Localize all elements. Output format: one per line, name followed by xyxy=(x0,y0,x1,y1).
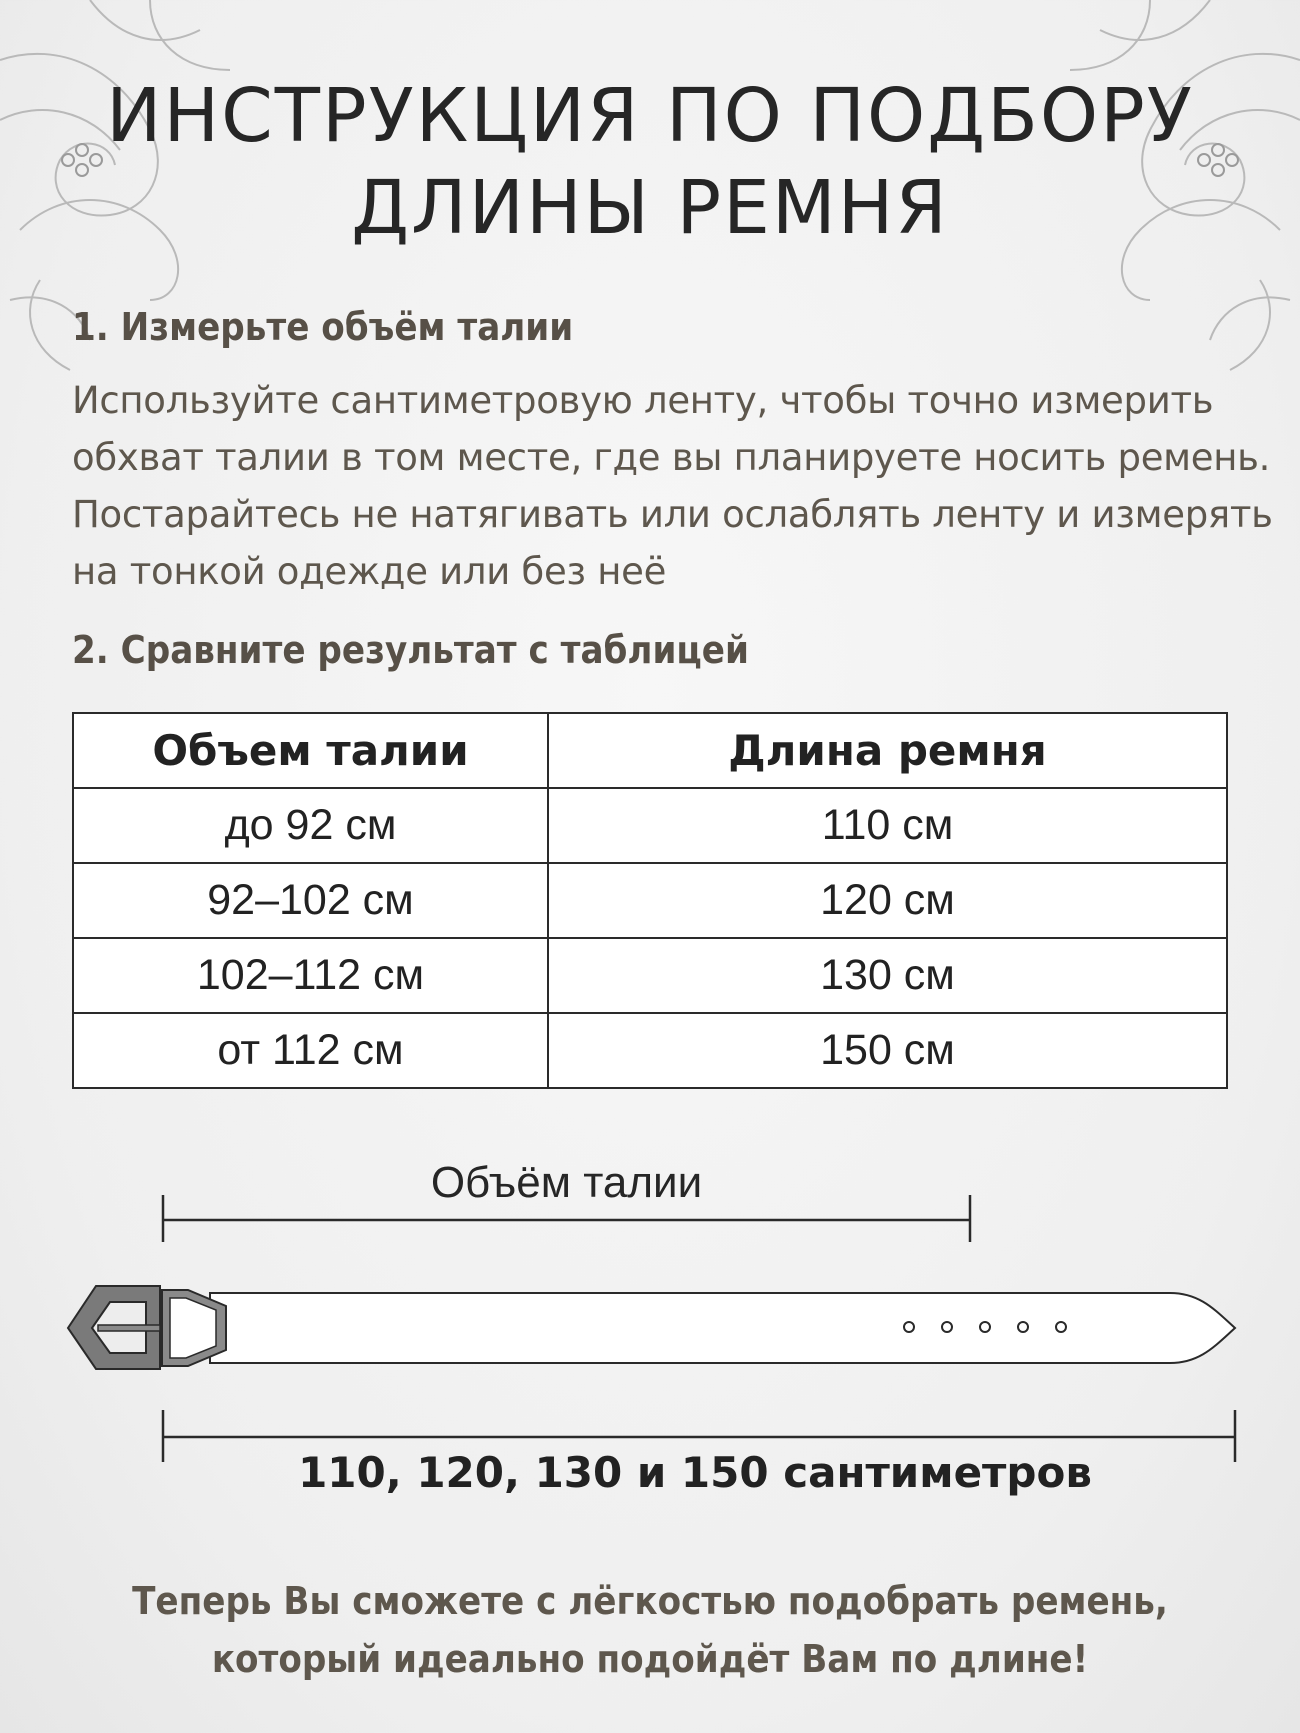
length-cell: 110 см xyxy=(548,788,1227,863)
closing-line-1: Теперь Вы сможете с лёгкостью подобрать ремень, xyxy=(132,1579,1168,1623)
header-belt-length: Длина ремня xyxy=(548,713,1227,788)
step-2-heading: 2. Сравните результат с таблицей xyxy=(72,628,749,672)
waist-measure-label: Объём талии xyxy=(430,1158,703,1207)
length-cell: 150 см xyxy=(548,1013,1227,1088)
belt-buckle-icon xyxy=(68,1286,226,1369)
page-title-line-2: ДЛИНЫ РЕМНЯ xyxy=(351,165,949,251)
waist-cell: до 92 см xyxy=(73,788,548,863)
waist-cell: 92–102 см xyxy=(73,863,548,938)
length-cell: 120 см xyxy=(548,863,1227,938)
belt-strap xyxy=(210,1293,1235,1363)
header-waist: Объем талии xyxy=(73,713,548,788)
waist-cell: от 112 см xyxy=(73,1013,548,1088)
step-1-line: обхват талии в том месте, где вы планируете носить ремень. xyxy=(72,436,1271,479)
page-title-line-1: ИНСТРУКЦИЯ ПО ПОДБОРУ xyxy=(106,73,1194,159)
waist-dimension-line xyxy=(163,1195,970,1242)
belt-lengths-label: 110, 120, 130 и 150 сантиметров xyxy=(298,1448,1092,1497)
step-1-line: Постарайтесь не натягивать или ослаблять ленту и измерять xyxy=(72,493,1273,536)
step-1-line: на тонкой одежде или без неё xyxy=(72,550,667,593)
step-1-line: Используйте сантиметровую ленту, чтобы точно измерить xyxy=(72,379,1214,422)
length-cell: 130 см xyxy=(548,938,1227,1013)
step-1-heading: 1. Измерьте объём талии xyxy=(72,305,574,349)
closing-message xyxy=(0,1572,1300,1688)
waist-cell: 102–112 см xyxy=(73,938,548,1013)
closing-line-2: который идеально подойдёт Вам по длине! xyxy=(211,1637,1089,1681)
